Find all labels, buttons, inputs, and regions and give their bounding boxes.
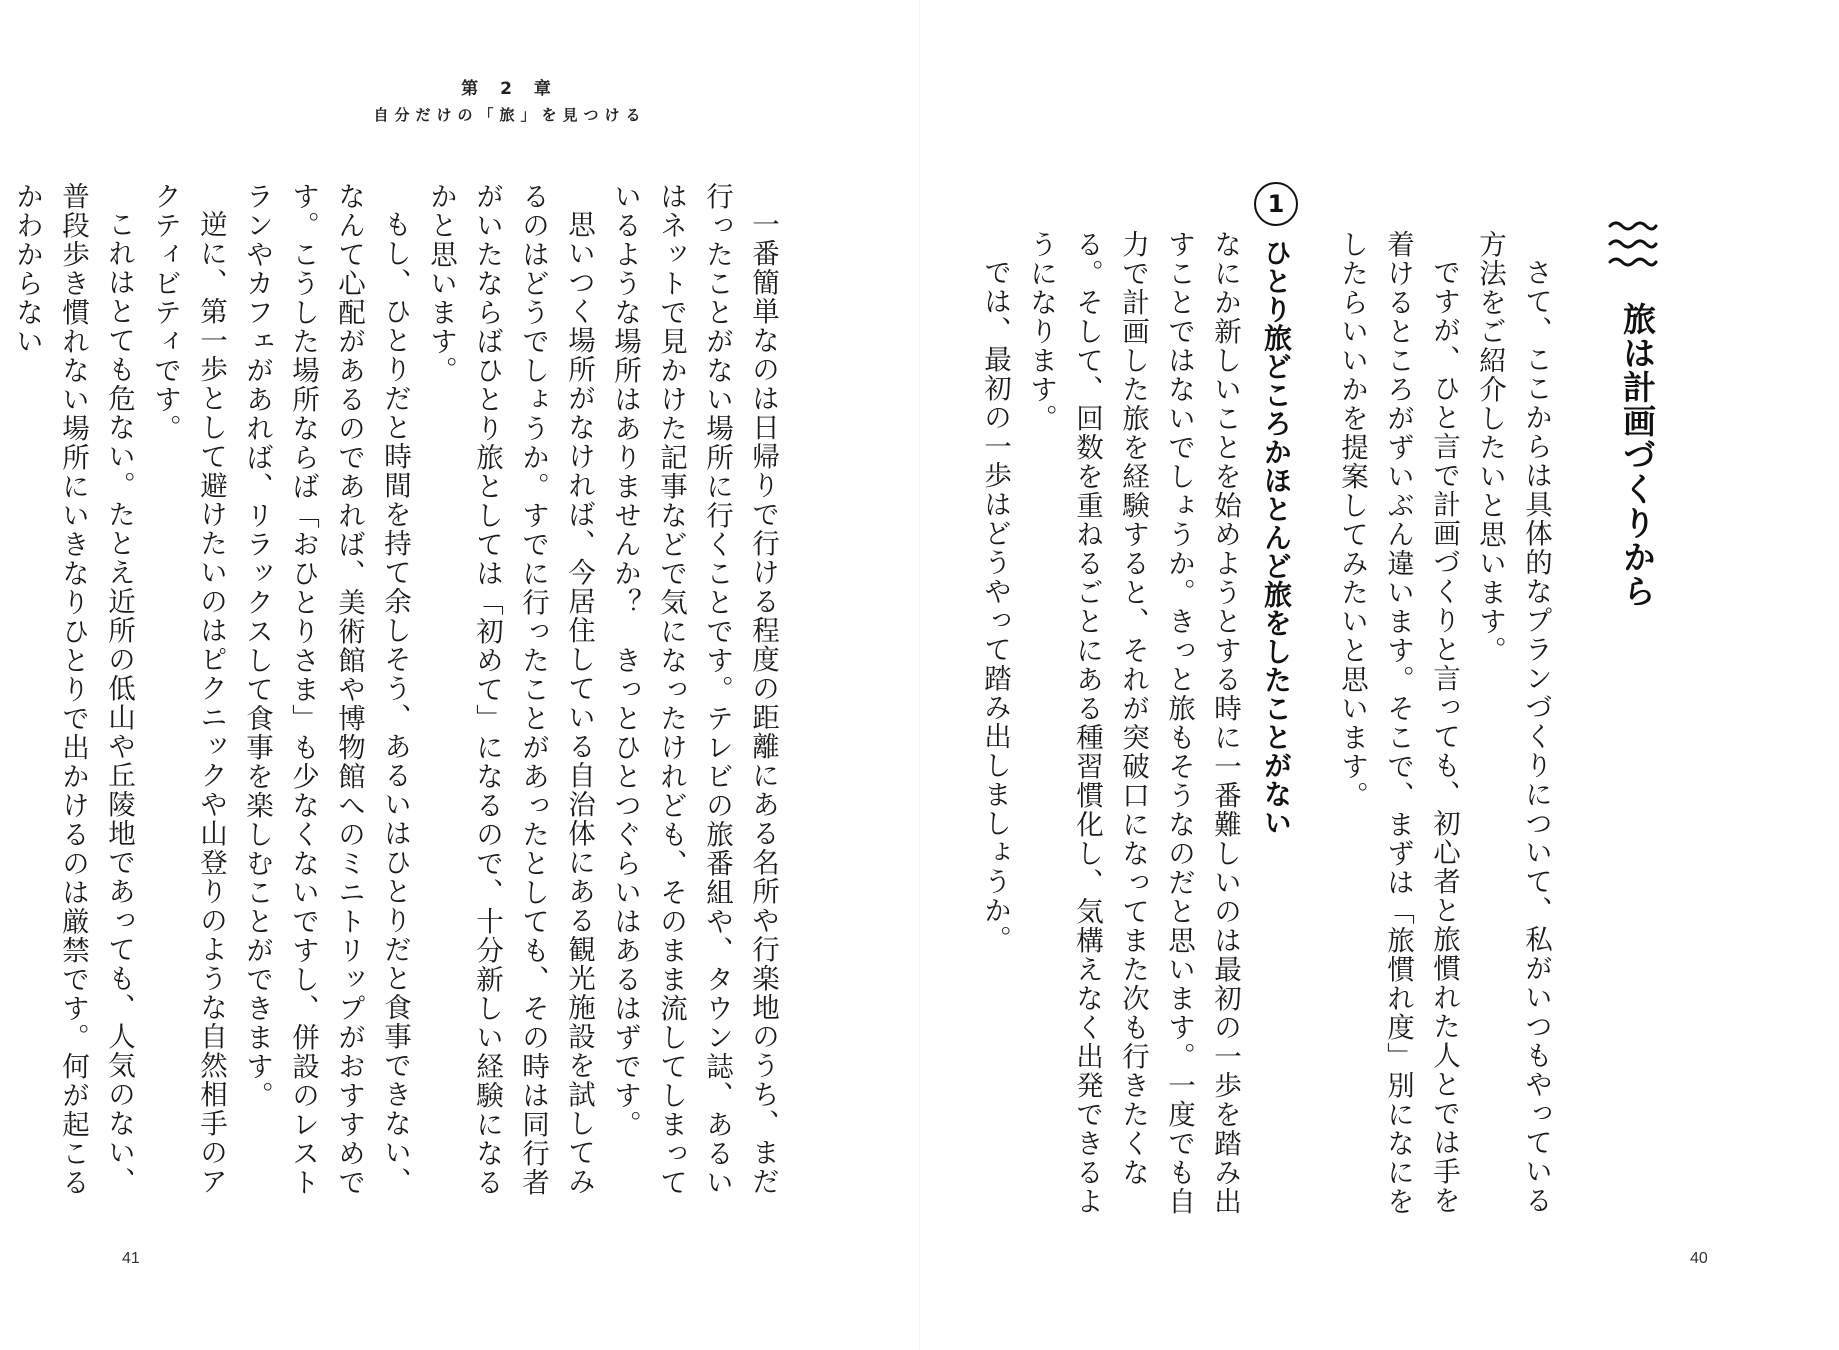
paragraph: 逆に、第一歩として避けたいのはピクニックや山登りのような自然相手のアクティビティです。 [149,182,227,1196]
left-page-body [11,182,786,1222]
chapter-number: 第 2 章 [461,79,559,99]
section-heading: 旅は計画づくりから [1618,302,1657,608]
paragraph: ですが、ひと言で計画づくりと言っても、初心者と旅慣れた人とでは手を着けるところがずいぶん違います。そこで、まずは「旅慣れ度」別になにをしたらいいかを提案してみたいと思います。 [1336,230,1460,1216]
right-page-intro [1336,230,1559,1220]
right-page-subsection-body [979,230,1248,1220]
paragraph: もし、ひとりだと時間を持て余しそう、あるいはひとりだと食事できない、なんて心配があるのであれば、美術館や博物館へのミニトリップがおすすめです。こうした場所ならば「おひとりさま」も少なくないですし、併設のレストランやカフェがあれば、リラックスして食事を楽しむことができます。 [241,182,411,1197]
circled-number-icon: 1 [1254,182,1298,226]
paragraph: なにか新しいことを始めようとする時に一番難しいのは最初の一歩を踏み出すことではないでしょうか。きっと旅もそうなのだと思います。一度でも自力で計画した旅を経験すると、それが突破口になってまた次も行きたくなる。そして、回数を重ねるごとにある種習慣化し、気構えなく出発できるようになります。 [1025,230,1241,1216]
page-number-left: 41 [122,1250,140,1267]
chapter-title: 自分だけの「旅」を見つける [373,106,647,124]
wave-icon [1608,218,1658,278]
page-gutter [919,0,920,1350]
paragraph: さて、ここからは具体的なプランづくりについて、私がいつもやっている方法をご紹介したいと思います。 [1474,230,1552,1215]
paragraph: 一番簡単なのは日帰りで行ける程度の距離にある名所や行楽地のうち、まだ行ったことがない場所に行くことです。テレビの旅番組や、タウン誌、あるいはネットで見かけた記事などで気になったけれども、そのまま流してしまっているような場所はありませんか？ きっとひとつぐらいはあるはずです。 [609,182,779,1197]
page-number-right: 40 [1690,1250,1708,1267]
subsection-heading: ひとり旅どころかほとんど旅をしたことがない [1260,238,1293,837]
paragraph: 思いつく場所がなければ、今居住している自治体にある観光施設を試してみるのはどうでしょうか。すでに行ったことがあったとしても、その時は同行者がいたならばひとり旅としては「初めて」になるので、十分新しい経験になるかと思います。 [425,182,595,1197]
paragraph: では、最初の一歩はどうやって踏み出しましょうか。 [979,257,1011,954]
paragraph: これはとても危ない。たとえ近所の低山や丘陵地であっても、人気のない、普段歩き慣れない場所にいきなりひとりで出かけるのは厳禁です。何が起こるかわからない [11,182,135,1197]
